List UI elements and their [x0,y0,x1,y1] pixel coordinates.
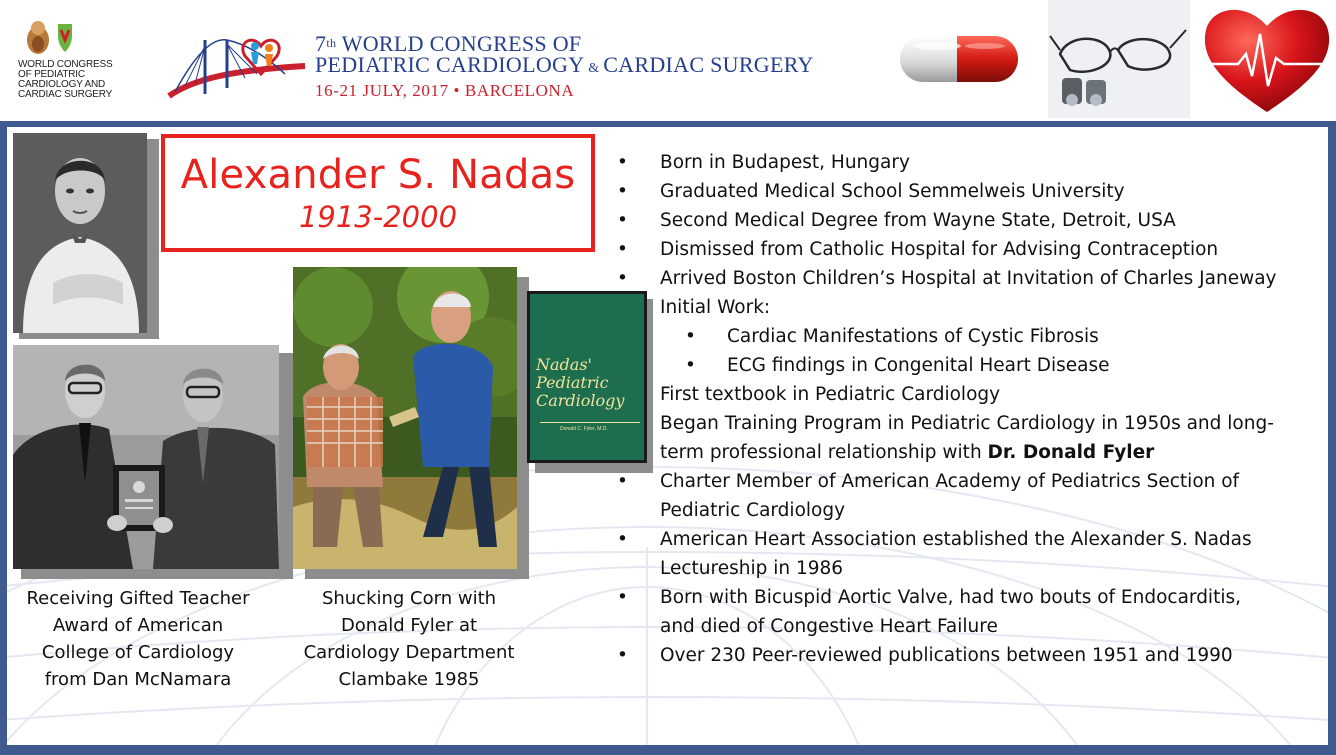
person-years: 1913-2000 [298,200,458,234]
heart-image [1198,0,1336,118]
bullet-item-continued: Pediatric Cardiology [660,500,846,521]
award-photo [13,345,279,569]
award-photo-caption: Receiving Gifted Teacher Award of American College of Cardiology from Dan McNamara [26,588,250,690]
sub-bullet-item: • Cardiac Manifestations of Cystic Fibrosis [685,326,1099,347]
corn-photo-caption: Shucking Corn with Donald Fyler at Cardiology Department Clambake 1985 [303,588,515,690]
sub-bullet-item: • ECG findings in Congenital Heart Disease [685,355,1110,376]
bullet-item: • Graduated Medical School Semmelweis University [617,181,1125,202]
org-logo-icon [22,18,92,58]
bullet-item: • Dismissed from Catholic Hospital for Advising Contraception [617,239,1219,260]
corn-photo [293,267,517,569]
header [0,0,1336,120]
bullet-item: • Born in Budapest, Hungary [617,152,910,173]
bullet-item: Initial Work: [660,297,771,318]
bullet-item: • Over 230 Peer-reviewed publications between 1951 and 1990 [617,645,1233,666]
capsule-pill-image [893,30,1025,88]
bullet-item: • Charter Member of American Academy of Pediatrics Section of [617,471,1240,492]
content-frame [0,121,1336,755]
bullet-item: • American Heart Association established the Alexander S. Nadas [617,529,1252,550]
bullet-item: • Born with Bicuspid Aortic Valve, had two bouts of Endocarditis, [617,587,1241,608]
bullet-item: • Arrived Boston Children’s Hospital at Invitation of Charles Janeway [617,268,1277,289]
name-title-box [161,134,595,252]
book-cover-title: Nadas' Pediatric Cardiology [536,355,625,410]
book-cover-editor: Donald C. Fyler, M.D. [560,426,608,432]
bullet-item-continued: Lectureship in 1986 [660,558,844,579]
bullet-item: Began Training Program in Pediatric Cardiology in 1950s and long- [660,413,1274,434]
person-name: Alexander S. Nadas [180,152,576,198]
bullet-item: • Second Medical Degree from Wayne State, Detroit, USA [617,210,1176,231]
congress-bridge-logo-icon [165,26,310,102]
bullet-item-continued: and died of Congestive Heart Failure [660,616,998,637]
bullet-item: First textbook in Pediatric Cardiology [660,384,1001,405]
org-logo [14,18,124,108]
bullet-item-continued: term professional relationship with Dr. Donald Fyler [660,442,1155,463]
biography-bullets [617,148,1317,670]
congress-title: 7th WORLD CONGRESS OF PEDIATRIC CARDIOLOGY & CARDIAC SURGERY 16-21 JULY, 2017 • BARCELONA [315,31,814,100]
fyler-name-bold: Dr. Donald Fyler [987,442,1155,463]
org-logo-text: WORLD CONGRESS OF PEDIATRIC CARDIOLOGY AND CARDIAC SURGERY [18,59,113,100]
content-panel [7,127,1328,745]
loupe-glasses-image [1048,0,1190,118]
portrait-photo [13,133,147,333]
